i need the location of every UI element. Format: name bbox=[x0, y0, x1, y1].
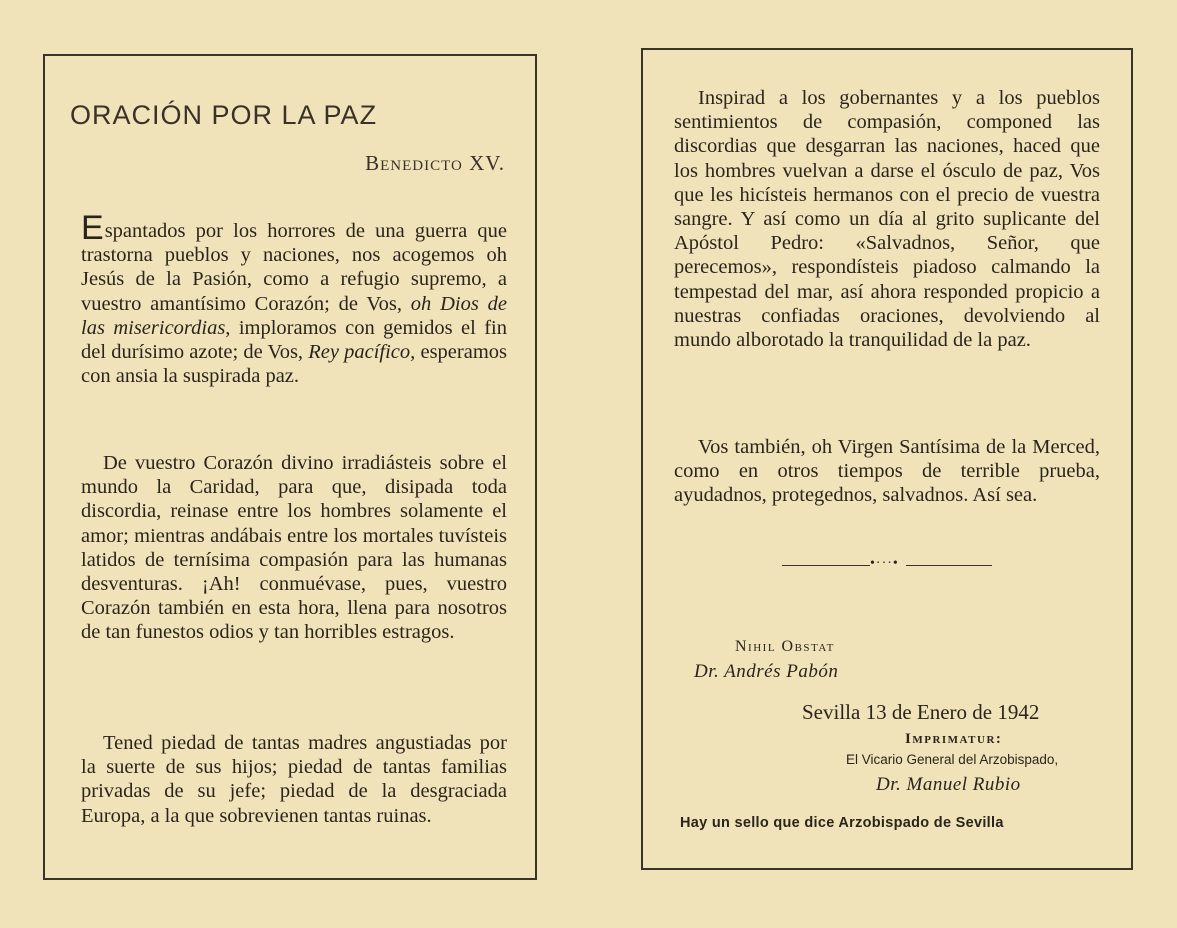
paragraph-1-text-b: imploramos con gemidos el fin del durísimo azote; de Vos, bbox=[81, 316, 507, 364]
prayer-paragraph-3: Tened piedad de tantas madres angustiadas por la suerte de sus hijos; piedad de tantas familias privadas de su jefe; piedad de la desgraciada Europa, a la que sobrevienen tantas ruinas. bbox=[81, 732, 507, 827]
divider-line-left bbox=[782, 565, 870, 566]
prayer-title: ORACIÓN POR LA PAZ bbox=[70, 100, 378, 130]
paragraph-1-italic-a: oh Dios de las misericordias, bbox=[81, 292, 508, 339]
place-date: Sevilla 13 de Enero de 1942 bbox=[802, 700, 1040, 724]
imprimatur-label: Imprimatur: bbox=[905, 731, 1003, 747]
paragraph-1-text-a: spantados por los horrores de una guerra que trastorna pueblos y naciones, nos acogemos oh Jesús de la Pasión, como a refugio supremo, a vuestro amantísimo Corazón; de Vos, bbox=[81, 220, 507, 315]
prayer-paragraph-4: Inspirad a los gobernantes y a los pueblos sentimientos de compasión, componed las discordias que desgarran las naciones, haced que los hombres vuelvan a darse el ósculo de paz, Vos que les hicísteis hermanos con el precio de vuestra sangre. Y así como un día al grito suplicante del Apóstol Pedro: «Salvadnos, Señor, que perecemos», respondísteis piadoso calmando la tempestad del mar, así ahora responded propicio a nuestras confiadas oraciones, devolviendo al mundo alborotado la tranquilidad de la paz. bbox=[674, 87, 1100, 352]
paragraph-1-text-c: esperamos con ansia la suspirada paz. bbox=[81, 341, 507, 388]
divider-ornament bbox=[782, 556, 992, 573]
nihil-obstat-label: Nihil Obstat bbox=[735, 638, 835, 655]
paragraph-1-italic-b: Rey pacífico, bbox=[308, 341, 416, 364]
prayer-paragraph-2: De vuestro Corazón divino irradiásteis sobre el mundo la Caridad, para que, disipada toda discordia, reinase entre los hombres solamente el amor; mientras andábais entre los mortales tuvísteis latidos de ternísima compasión para las humanas desventuras. ¡Ah! conmuévase, pues, vuestro Corazón también en esta hora, llena para nosotros de tan funestos odios y tan horribles estragos. bbox=[81, 452, 507, 644]
prayer-paragraph-1 bbox=[81, 209, 508, 388]
seal-note: Hay un sello que dice Arzobispado de Sevilla bbox=[680, 815, 1004, 831]
divider-line-right bbox=[906, 565, 992, 566]
imprimatur-name: Dr. Manuel Rubio bbox=[876, 774, 1021, 795]
divider-dots: •···• bbox=[870, 556, 899, 571]
author-line: Benedicto XV. bbox=[365, 151, 505, 175]
nihil-obstat-name: Dr. Andrés Pabón bbox=[694, 661, 839, 682]
vicario-line: El Vicario General del Arzobispado, bbox=[846, 752, 1059, 767]
prayer-paragraph-5: Vos también, oh Virgen Santísima de la Merced, como en otros tiempos de terrible prueba, ayudadnos, protegednos, salvadnos. Así sea. bbox=[674, 436, 1100, 507]
drop-cap: E bbox=[81, 209, 104, 247]
